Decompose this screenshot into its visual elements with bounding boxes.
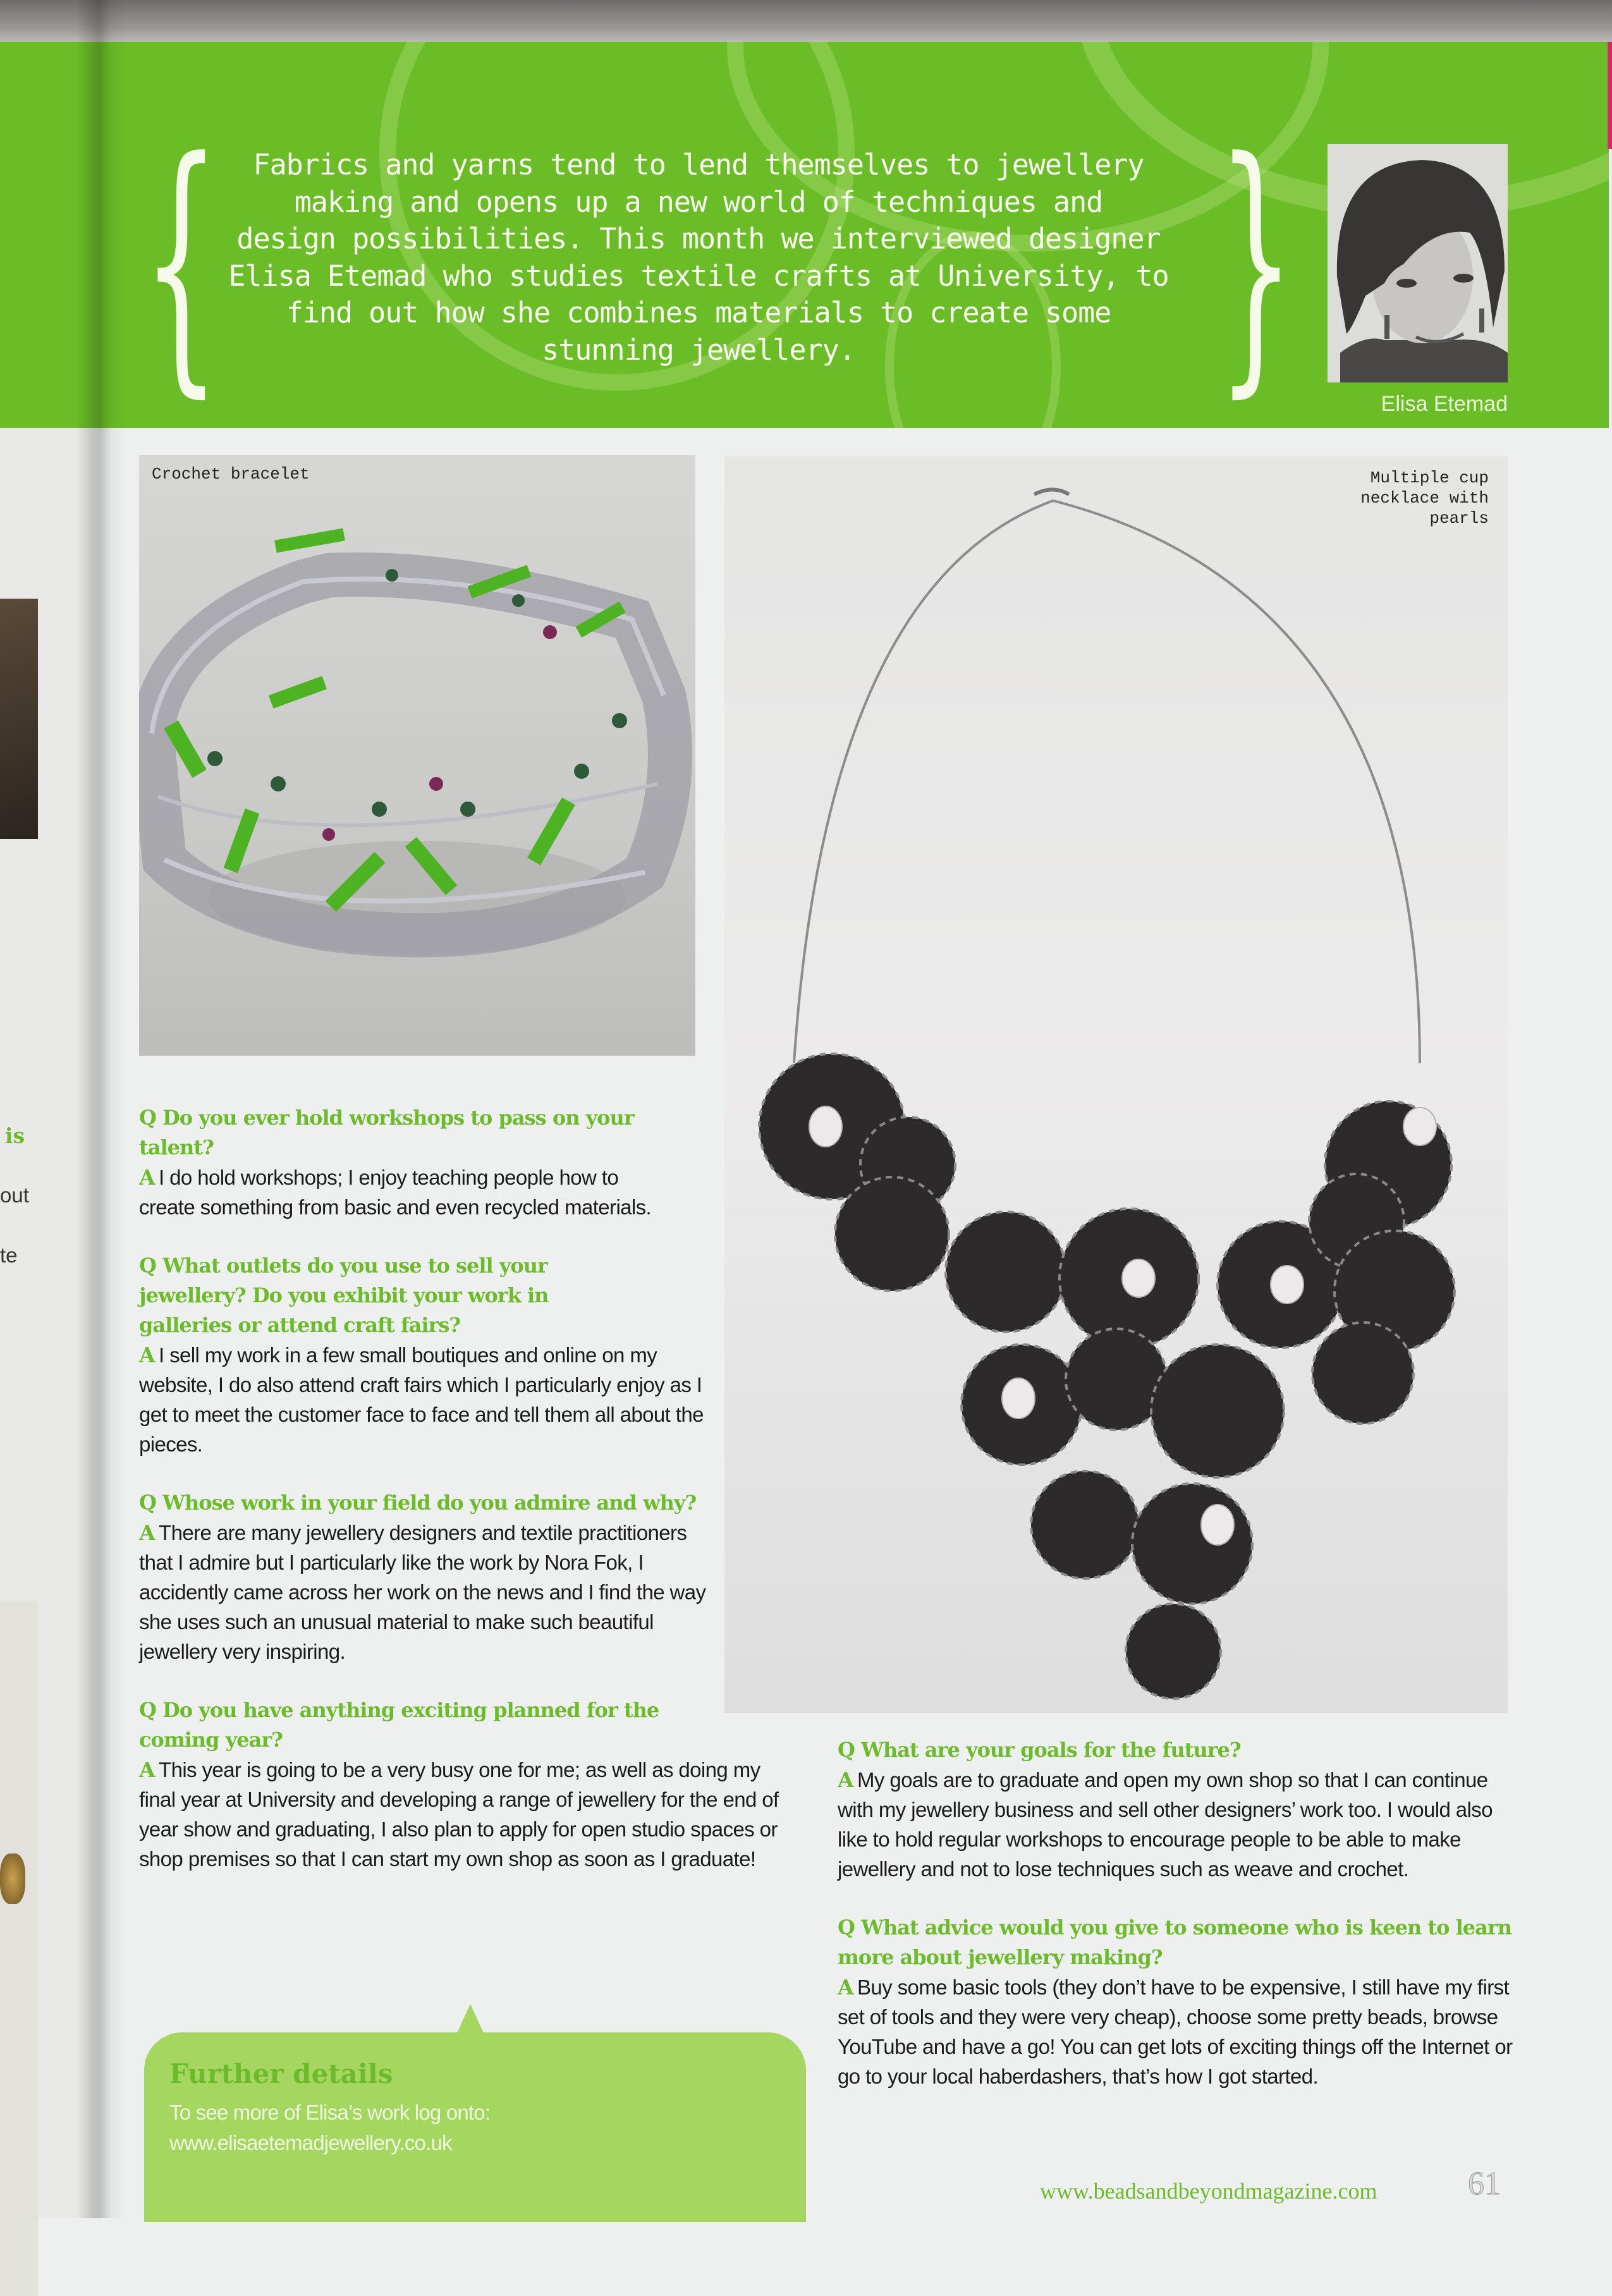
answer	[139, 1340, 708, 1459]
portrait-illustration	[1328, 144, 1508, 382]
bracelet-caption: Crochet bracelet	[152, 465, 310, 484]
answer	[838, 1972, 1514, 2091]
details-box-pointer	[456, 2004, 484, 2034]
previous-page-fragment: te	[0, 1243, 18, 1267]
page-number: 61	[1468, 2166, 1501, 2202]
previous-page-fragment: is	[5, 1123, 25, 1148]
question: Q Do you ever hold workshops to pass on your talent?	[139, 1106, 634, 1159]
previous-page-fragment: out	[0, 1183, 29, 1207]
designer-portrait	[1328, 144, 1508, 382]
intro-line: Elisa Etemad who studies textile crafts at University, to	[228, 259, 1169, 293]
necklace-caption	[1360, 468, 1489, 528]
bracelet-photo	[139, 455, 695, 1056]
intro-text	[199, 147, 1198, 369]
previous-page-edge	[0, 428, 95, 2218]
answer-marker: A	[139, 1343, 156, 1367]
crochet-bracelet-illustration	[139, 455, 695, 1056]
answer-marker: A	[838, 1768, 854, 1792]
qa-block	[139, 1251, 803, 1459]
magazine-website-link[interactable]: www.beadsandbeyondmagazine.com	[1040, 2178, 1377, 2204]
answer-text: I do hold workshops; I enjoy teaching people how to create something from basic and even recycled materials.	[139, 1166, 652, 1219]
designer-website-link[interactable]: www.elisaetemadjewellery.co.uk	[169, 2131, 452, 2154]
gold-jewellery-fragment	[0, 1853, 25, 1904]
qa-block	[139, 1488, 803, 1666]
previous-page-photo-top	[0, 599, 38, 839]
answer	[139, 1163, 676, 1222]
answer-text: I sell my work in a few small boutiques and online on my website, I do also attend craft fairs which I particularly enjoy as I get to meet the customer face to face and tell them all about the pieces.	[139, 1343, 704, 1456]
necklace-caption-line: pearls	[1429, 509, 1489, 528]
further-details-title: Further details	[169, 2058, 393, 2089]
qa-block	[838, 1913, 1514, 2091]
answer-text: There are many jewellery designers and textile practitioners that I admire but I particularly like the work by Nora Fok, I accidently came across her work on the news and I find the way she uses such an unusual material to make such beautiful jewellery very inspiring.	[139, 1521, 706, 1663]
portrait-caption: Elisa Etemad	[1381, 392, 1508, 416]
answer	[838, 1765, 1514, 1884]
necklace-photo	[724, 456, 1508, 1713]
scan-top-edge	[0, 0, 1612, 42]
qa-block	[838, 1735, 1514, 1884]
question: Q Do you have anything exciting planned for the coming year?	[139, 1698, 659, 1752]
answer-marker: A	[139, 1520, 156, 1545]
section-color-tab	[1608, 42, 1612, 149]
answer-marker: A	[139, 1757, 156, 1782]
necklace-caption-line: necklace with	[1360, 489, 1489, 508]
necklace-caption-line: Multiple cup	[1370, 468, 1489, 487]
intro-line: design possibilities. This month we interviewed designer	[236, 222, 1161, 255]
cup-necklace-illustration	[724, 456, 1508, 1713]
question: Q What are your goals for the future?	[838, 1738, 1241, 1762]
further-details-text	[169, 2098, 490, 2158]
right-brace-icon: }	[1217, 104, 1295, 420]
question: Q What outlets do you use to sell your jewellery? Do you exhibit your work in galleries or attend craft fairs?	[139, 1254, 549, 1337]
answer-text: Buy some basic tools (they don’t have to be expensive, I still have my first set of tools and they were very cheap), choose some pretty beads, browse YouTube and have a go! You can get lots of exciting things off the Internet or go to your local haberdashers, that’s how I got started.	[838, 1975, 1513, 2088]
further-details-intro: To see more of Elisa’s work log onto:	[169, 2101, 491, 2124]
intro-line: find out how she combines materials to create some	[286, 296, 1111, 329]
answer	[139, 1755, 797, 1874]
intro-line: making and opens up a new world of techniques and	[294, 185, 1103, 219]
left-brace-icon: {	[142, 104, 221, 420]
question: Q What advice would you give to someone who is keen to learn more about jewellery making?	[838, 1915, 1512, 1969]
previous-page-photo-bottom	[0, 1601, 38, 2296]
interview-column-right	[838, 1735, 1514, 2120]
answer	[139, 1518, 721, 1666]
intro-line: Fabrics and yarns tend to lend themselves to jewellery	[253, 148, 1144, 181]
question: Q Whose work in your field do you admire and why?	[139, 1491, 697, 1515]
qa-block	[139, 1695, 803, 1874]
qa-block	[139, 1103, 803, 1222]
answer-text: My goals are to graduate and open my own shop so that I can continue with my jewellery business and sell other designers’ work too. I would also like to hold regular workshops to encourage people to be able to make jewellery and not to lose techniques such as weave and crochet.	[838, 1768, 1493, 1881]
interview-column-left	[139, 1103, 803, 1903]
answer-text: This year is going to be a very busy one for me; as well as doing my final year at University and developing a range of jewellery for the end of year show and graduating, I also plan to apply for open studio spaces or shop premises so that I can start my own shop as soon as I graduate!	[139, 1758, 779, 1871]
intro-line: stunning jewellery.	[542, 333, 855, 367]
answer-marker: A	[139, 1165, 156, 1190]
answer-marker: A	[838, 1975, 854, 2000]
